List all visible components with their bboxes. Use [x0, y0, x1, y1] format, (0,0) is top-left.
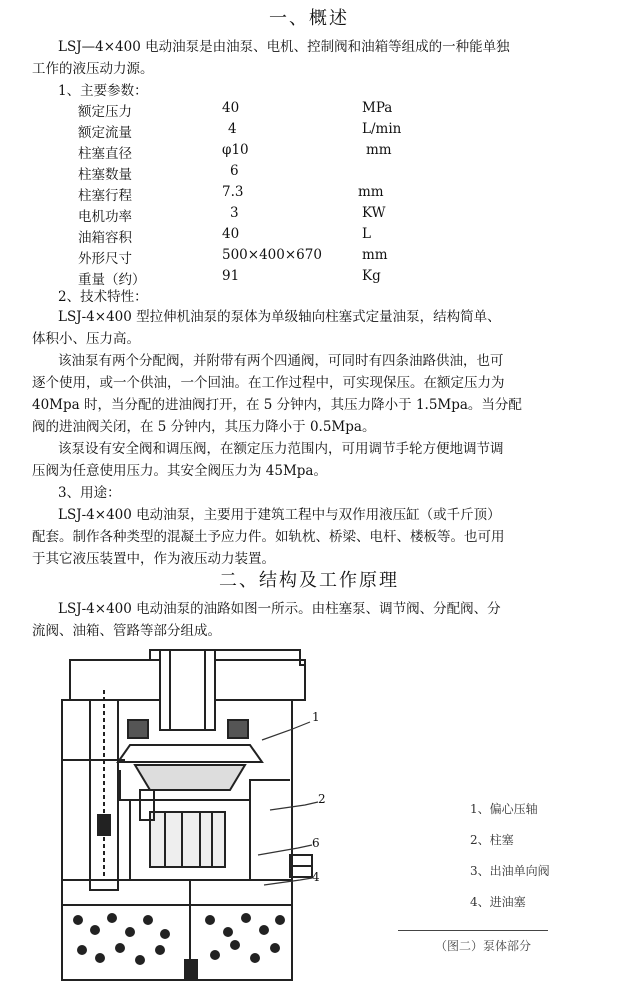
use-line-2: 配套。制作各种类型的混凝土予应力件。如轨枕、桥梁、电杆、楼板等。也可用 — [32, 529, 505, 545]
param-name: 油箱容积 — [78, 230, 132, 246]
params-heading: 1、主要参数： — [58, 83, 148, 99]
tech-paragraph-2-line-4: 阀的进油阀关闭，在 5 分钟内，其压力降小于 0.5Mpa。 — [32, 419, 376, 435]
param-unit: L — [362, 226, 371, 242]
param-value: 7.3 — [222, 184, 244, 200]
callout-4: 4 — [312, 870, 320, 884]
param-name: 电机功率 — [78, 209, 132, 225]
legend-item: 1、偏心压轴 — [470, 802, 538, 816]
tech-paragraph-1-line-2: 体积小、压力高。 — [32, 331, 140, 347]
use-line-1: LSJ-4×400 电动油泵，主要用于建筑工程中与双作用液压缸（或千斤顶） — [58, 507, 501, 523]
param-value: 91 — [222, 268, 240, 284]
param-name: 重量（约） — [78, 272, 146, 288]
param-name: 外形尺寸 — [78, 251, 132, 267]
tech-paragraph-3-line-1: 该泵设有安全阀和调压阀，在额定压力范围内，可用调节手轮方便地调节调 — [58, 441, 504, 457]
param-value: 3 — [230, 205, 239, 221]
param-unit: KW — [362, 205, 386, 221]
intro-line-2: 工作的液压动力源。 — [32, 61, 154, 77]
legend-item: 3、出油单向阀 — [470, 864, 550, 878]
param-row — [0, 226, 618, 247]
use-line-3: 于其它液压装置中，作为液压动力装置。 — [32, 551, 275, 567]
param-unit: mm — [358, 184, 384, 200]
param-row — [0, 142, 618, 163]
tech-paragraph-2-line-1: 该油泵有两个分配阀，并附带有两个四通阀，可同时有四条油路供油，也可 — [58, 353, 504, 369]
param-row — [0, 100, 618, 121]
tech-paragraph-1-line-1: LSJ-4×400 型拉伸机油泵的泵体为单级轴向柱塞式定量油泵，结构简单、 — [58, 309, 501, 325]
param-value: 40 — [222, 100, 240, 116]
section1-heading: 一、概述 — [269, 8, 349, 29]
param-unit: L/min — [362, 121, 402, 137]
param-value: 500×400×670 — [222, 247, 322, 263]
param-row — [0, 184, 618, 205]
caption-rule — [398, 930, 548, 931]
param-name: 柱塞数量 — [78, 167, 132, 183]
param-unit: mm — [362, 247, 388, 263]
param-value: 4 — [228, 121, 237, 137]
callout-2: 2 — [318, 792, 326, 806]
param-name: 额定流量 — [78, 125, 132, 141]
tech-paragraph-2-line-3: 40Mpa 时，当分配的进油阀打开，在 5 分钟内，其压力降小于 1.5Mpa。当分配 — [32, 397, 522, 413]
tech-paragraph-2-line-2: 逐个使用，或一个供油，一个回油。在工作过程中，可实现保压。在额定压力为 — [32, 375, 505, 391]
legend-item: 4、进油塞 — [470, 895, 526, 909]
callout-6: 6 — [312, 836, 320, 850]
param-row — [0, 121, 618, 142]
param-value: 6 — [230, 163, 239, 179]
section2-line-1: LSJ-4×400 电动油泵的油路如图一所示。由柱塞泵、调节阀、分配阀、分 — [58, 601, 501, 617]
param-row — [0, 163, 618, 184]
intro-line-1: LSJ—4×400 电动油泵是由油泵、电机、控制阀和油箱等组成的一种能单独 — [58, 39, 510, 55]
param-name: 额定压力 — [78, 104, 132, 120]
param-value: 40 — [222, 226, 240, 242]
param-unit: MPa — [362, 100, 393, 116]
section2-line-2: 流阀、油箱、管路等部分组成。 — [32, 623, 221, 639]
param-value: φ10 — [222, 142, 249, 158]
param-name: 柱塞直径 — [78, 146, 132, 162]
param-name: 柱塞行程 — [78, 188, 132, 204]
figure-caption: （图二）泵体部分 — [435, 939, 532, 953]
param-unit: Kg — [362, 268, 381, 284]
tech-heading: 2、技术特性： — [58, 289, 148, 305]
callout-1: 1 — [312, 710, 320, 724]
use-heading: 3、用途： — [58, 485, 121, 501]
tech-paragraph-3-line-2: 压阀为任意使用压力。其安全阀压力为 45Mpa。 — [32, 463, 327, 479]
param-unit: mm — [366, 142, 392, 158]
section2-heading: 二、结构及工作原理 — [219, 570, 399, 591]
param-row — [0, 205, 618, 226]
legend-item: 2、柱塞 — [470, 833, 514, 847]
param-row — [0, 247, 618, 268]
